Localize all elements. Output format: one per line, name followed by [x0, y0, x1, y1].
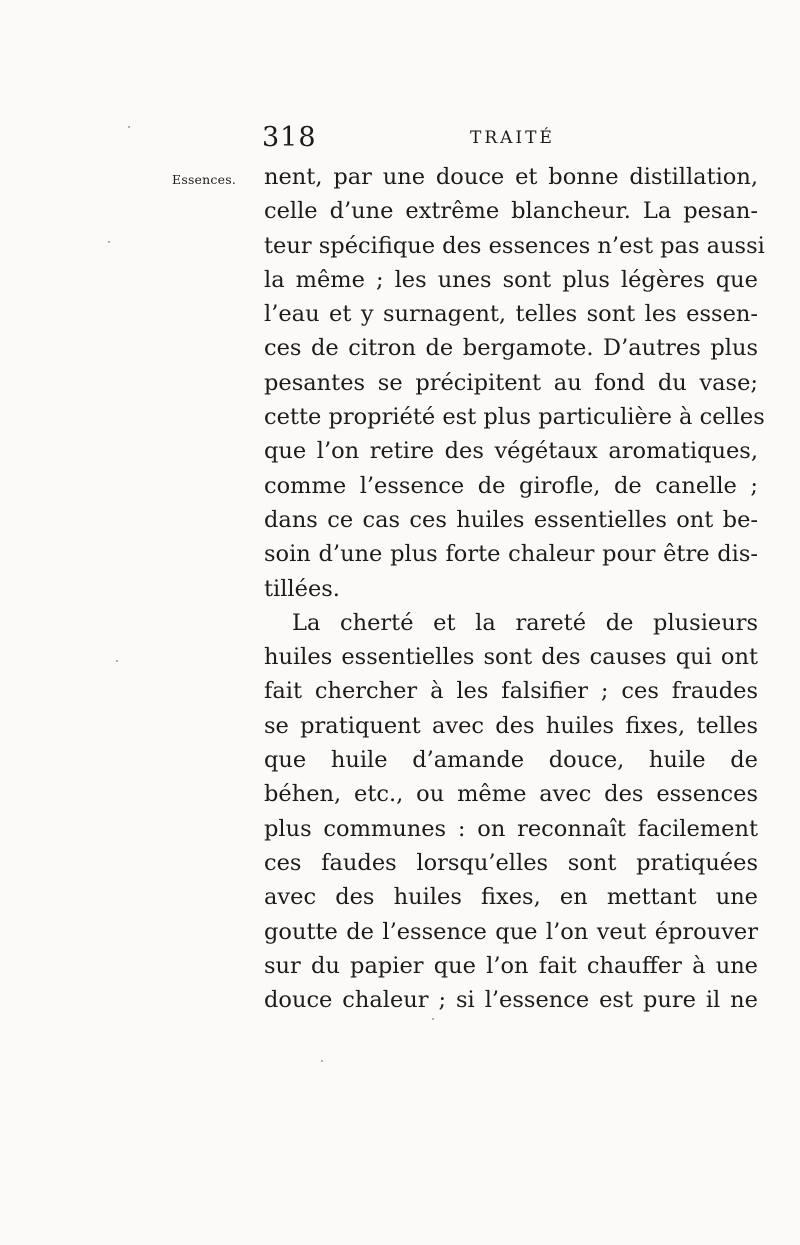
text-line: tillées. [264, 575, 340, 602]
text-line: l’eau et y surnagent, telles sont les essen- [264, 301, 758, 328]
paper-speck [116, 660, 118, 662]
text-line: cette propriété est plus particulière à celles [264, 404, 765, 431]
text-line: avec des huiles fixes, en mettant une [264, 884, 758, 911]
text-line: goutte de l’essence que l’on veut éprouver [264, 918, 758, 945]
text-line: ces de citron de bergamote. D’autres plus [264, 335, 758, 362]
text-line: nent, par une douce et bonne distillation, [264, 164, 758, 190]
text-line: que l’on retire des végétaux aromatiques, [264, 438, 758, 465]
text-line: douce chaleur ; si l’essence est pure il ne [264, 987, 758, 1014]
page-number: 318 [262, 122, 317, 153]
text-line: se pratiquent avec des huiles fixes, telles [264, 712, 758, 739]
paper-speck [128, 126, 130, 128]
text-line: pesantes se précipitent au fond du vase; [264, 369, 758, 396]
body-text [264, 160, 765, 1017]
text-line: que huile d’amande douce, huile de [264, 747, 758, 774]
paper-speck [432, 1018, 434, 1020]
text-line: plus communes : on reconnaît facilement [264, 815, 758, 842]
paper-speck [108, 241, 110, 243]
text-line: dans ce cas ces huiles essentielles ont be- [264, 506, 758, 533]
text-line: comme l’essence de girofle, de canelle ; [264, 472, 758, 499]
text-line: huiles essentielles sont des causes qui ont [264, 644, 758, 671]
paper-speck [321, 1060, 323, 1062]
text-line: La cherté et la rareté de plusieurs [292, 609, 758, 636]
margin-note: Essences. [172, 172, 236, 187]
text-line: sur du papier que l’on fait chauffer à une [264, 952, 758, 979]
text-line: teur spécifique des essences n’est pas aussi [264, 232, 765, 259]
running-title: TRAITÉ [470, 128, 555, 148]
text-line: fait chercher à les falsifier ; ces fraudes [264, 678, 758, 705]
text-line: béhen, etc., ou même avec des essences [264, 781, 758, 808]
text-line: ces faudes lorsqu’elles sont pratiquées [264, 849, 758, 876]
page-header [262, 122, 762, 162]
text-line: celle d’une extrême blancheur. La pesan- [264, 198, 758, 225]
text-line: la même ; les unes sont plus légères que [264, 266, 758, 293]
text-line: soin d’une plus forte chaleur pour être dis- [264, 541, 758, 568]
